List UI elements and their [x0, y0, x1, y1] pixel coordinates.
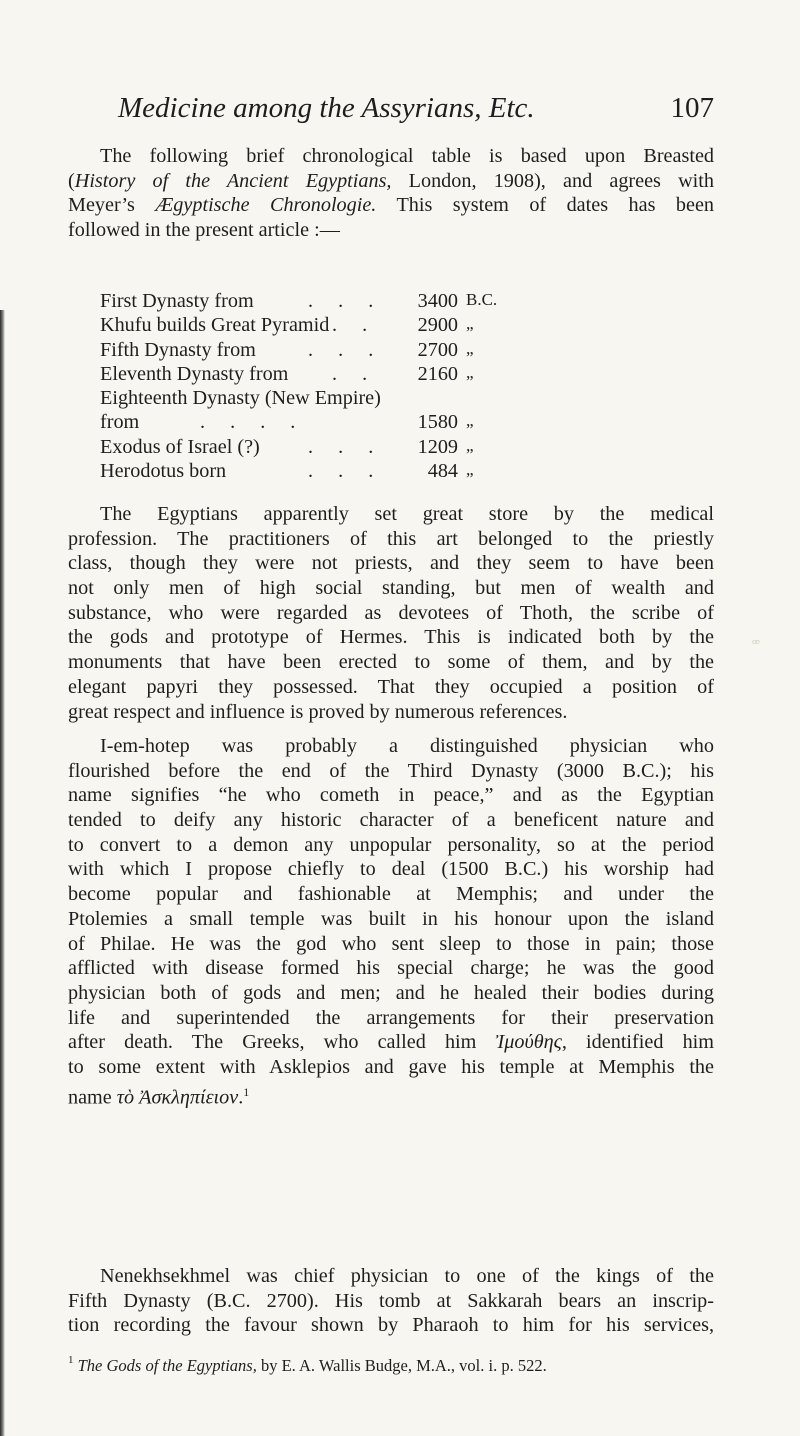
- leader-dots: . . . .: [200, 411, 296, 434]
- chronology-label: Khufu builds Great Pyramid: [100, 314, 330, 337]
- text-line: not only men of high social standing, but men of wealth and: [68, 577, 714, 600]
- text-line: the gods and prototype of Hermes. This is indicated both by the: [68, 626, 714, 649]
- chronology-unit: „: [466, 338, 474, 358]
- footnote: [68, 1356, 714, 1376]
- text-line: elegant papyri they possessed. That they occupied a position of: [68, 675, 714, 698]
- leader-dots: . .: [332, 314, 368, 337]
- text-line: followed in the present article :—: [68, 219, 340, 242]
- text-line: great respect and influence is proved by numerous references.: [68, 700, 568, 723]
- chronology-label: from: [100, 411, 140, 434]
- chronology-year: 3400: [417, 290, 458, 312]
- chronology-year: 1580: [417, 411, 458, 434]
- text-line: physician both of gods and men; and he healed their bodies during: [68, 981, 714, 1004]
- text-line: become popular and fashionable at Memphis; and under the: [68, 883, 714, 906]
- footnote-mark: 1: [68, 1354, 74, 1366]
- running-title: Medicine among the Assyrians, Etc.: [118, 92, 535, 124]
- text-line: of Philae. He was the god who sent sleep to those in pain; those: [68, 932, 714, 955]
- text-line: to convert to a demon any unpopular personality, so at the period: [68, 833, 714, 856]
- citation-title: Ægyptische Chronologie.: [155, 194, 377, 217]
- text-line: Ptolemies a small temple was built in his honour upon the island: [68, 907, 714, 930]
- text-line: afflicted with disease formed his special charge; he was the good: [68, 957, 714, 980]
- text-line: life and superintended the arrangements for their preservation: [68, 1006, 714, 1029]
- chronology-unit: „: [466, 314, 474, 334]
- chronology-label: Exodus of Israel (?): [100, 435, 260, 458]
- chronology-unit: „: [466, 362, 474, 382]
- body-paragraph-2: [68, 734, 714, 1109]
- chronology-label: Eighteenth Dynasty (New Empire): [100, 387, 381, 410]
- chronology-unit: „: [466, 411, 474, 431]
- greek-word: τὸ Ἀσκληπίειον: [116, 1086, 239, 1109]
- text-line: after death. The Greeks, who called him Ἰμούθης, identified him: [68, 1031, 714, 1054]
- page-edge-shadow: [0, 310, 5, 1436]
- body-paragraph-3: [68, 1264, 714, 1338]
- text-line: Nenekhsekhmel was chief physician to one of the kings of the: [100, 1265, 714, 1287]
- footnote-title: The Gods of the Egyptians,: [77, 1356, 257, 1375]
- leader-dots: . . .: [308, 435, 374, 458]
- chronology-year: 484: [427, 460, 458, 483]
- chronology-label: Eleventh Dynasty from: [100, 362, 289, 385]
- leader-dots: . . .: [308, 460, 374, 483]
- chronology-year: 2160: [417, 362, 458, 385]
- text-line: I-em-hotep was probably a distinguished physician who: [100, 735, 714, 757]
- text-line: Meyer’s Ægyptische Chronologie. This system of dates has been: [68, 194, 714, 217]
- leader-dots: . . .: [308, 338, 374, 361]
- text-line: class, though they were not priests, and they seem to have been: [68, 552, 714, 575]
- text-line: tion recording the favour shown by Pharaoh to him for his services,: [68, 1314, 714, 1337]
- text-line: profession. The practitioners of this art belonged to the priestly: [68, 527, 714, 550]
- intro-paragraph: [68, 144, 714, 243]
- text-line: tended to deify any historic character of a beneficent nature and: [68, 809, 714, 832]
- text-line: with which I propose chiefly to deal (1500 B.C.) his worship had: [68, 858, 714, 881]
- chronology-row: [100, 460, 680, 484]
- text-line: name τὸ Ἀσκληπίειον.$^1$: [68, 1084, 250, 1109]
- text-line: The Egyptians apparently set great store by the medical: [100, 503, 714, 525]
- chronology-label: First Dynasty from: [100, 290, 254, 312]
- chronology-year: 2900: [417, 314, 458, 337]
- chronology-label: Herodotus born: [100, 460, 227, 483]
- chronology-year: 2700: [417, 338, 458, 361]
- chronology-unit: „: [466, 460, 474, 480]
- citation-title: History of the Ancient Egyptians,: [74, 169, 392, 192]
- chronology-unit: B.C.: [466, 290, 498, 309]
- chronology-row: [100, 411, 680, 435]
- chronology-row: [100, 314, 680, 338]
- running-header: [118, 92, 714, 132]
- chronology-label: Fifth Dynasty from: [100, 338, 256, 361]
- text-line: substance, who were regarded as devotees of Thoth, the scribe of: [68, 601, 714, 624]
- chronological-table: [100, 290, 680, 484]
- text-line: monuments that have been erected to some of them, and by the: [68, 651, 714, 674]
- text-line: (History of the Ancient Egyptians, London, 1908), and agrees with: [68, 169, 714, 192]
- footnote-reference[interactable]: 1: [243, 1084, 250, 1099]
- body-paragraph-1: [68, 502, 714, 724]
- footnote-text: by E. A. Wallis Budge, M.A., vol. i. p. 522.: [256, 1356, 547, 1375]
- paper-stain: ꟹ: [752, 636, 761, 651]
- chronology-unit: „: [466, 435, 474, 455]
- chronology-row: [100, 290, 680, 314]
- greek-word: Ἰμούθης: [495, 1031, 562, 1054]
- text-line: Fifth Dynasty (B.C. 2700). His tomb at Sakkarah bears an inscrip-: [68, 1289, 714, 1312]
- leader-dots: . .: [332, 362, 368, 385]
- chronology-year: 1209: [417, 435, 458, 458]
- page-number: 107: [670, 92, 714, 124]
- text-line: flourished before the end of the Third Dynasty (3000 B.C.); his: [68, 759, 714, 782]
- text-line: The following brief chronological table is based upon Breasted: [100, 145, 714, 167]
- chronology-row: [100, 363, 680, 387]
- chronology-row: [100, 339, 680, 363]
- text-line: to some extent with Asklepios and gave his temple at Memphis the: [68, 1055, 714, 1078]
- chronology-row: [100, 387, 680, 411]
- chronology-row: [100, 436, 680, 460]
- text-line: name signifies “he who cometh in peace,” and as the Egyptian: [68, 784, 714, 807]
- leader-dots: . . .: [308, 290, 374, 312]
